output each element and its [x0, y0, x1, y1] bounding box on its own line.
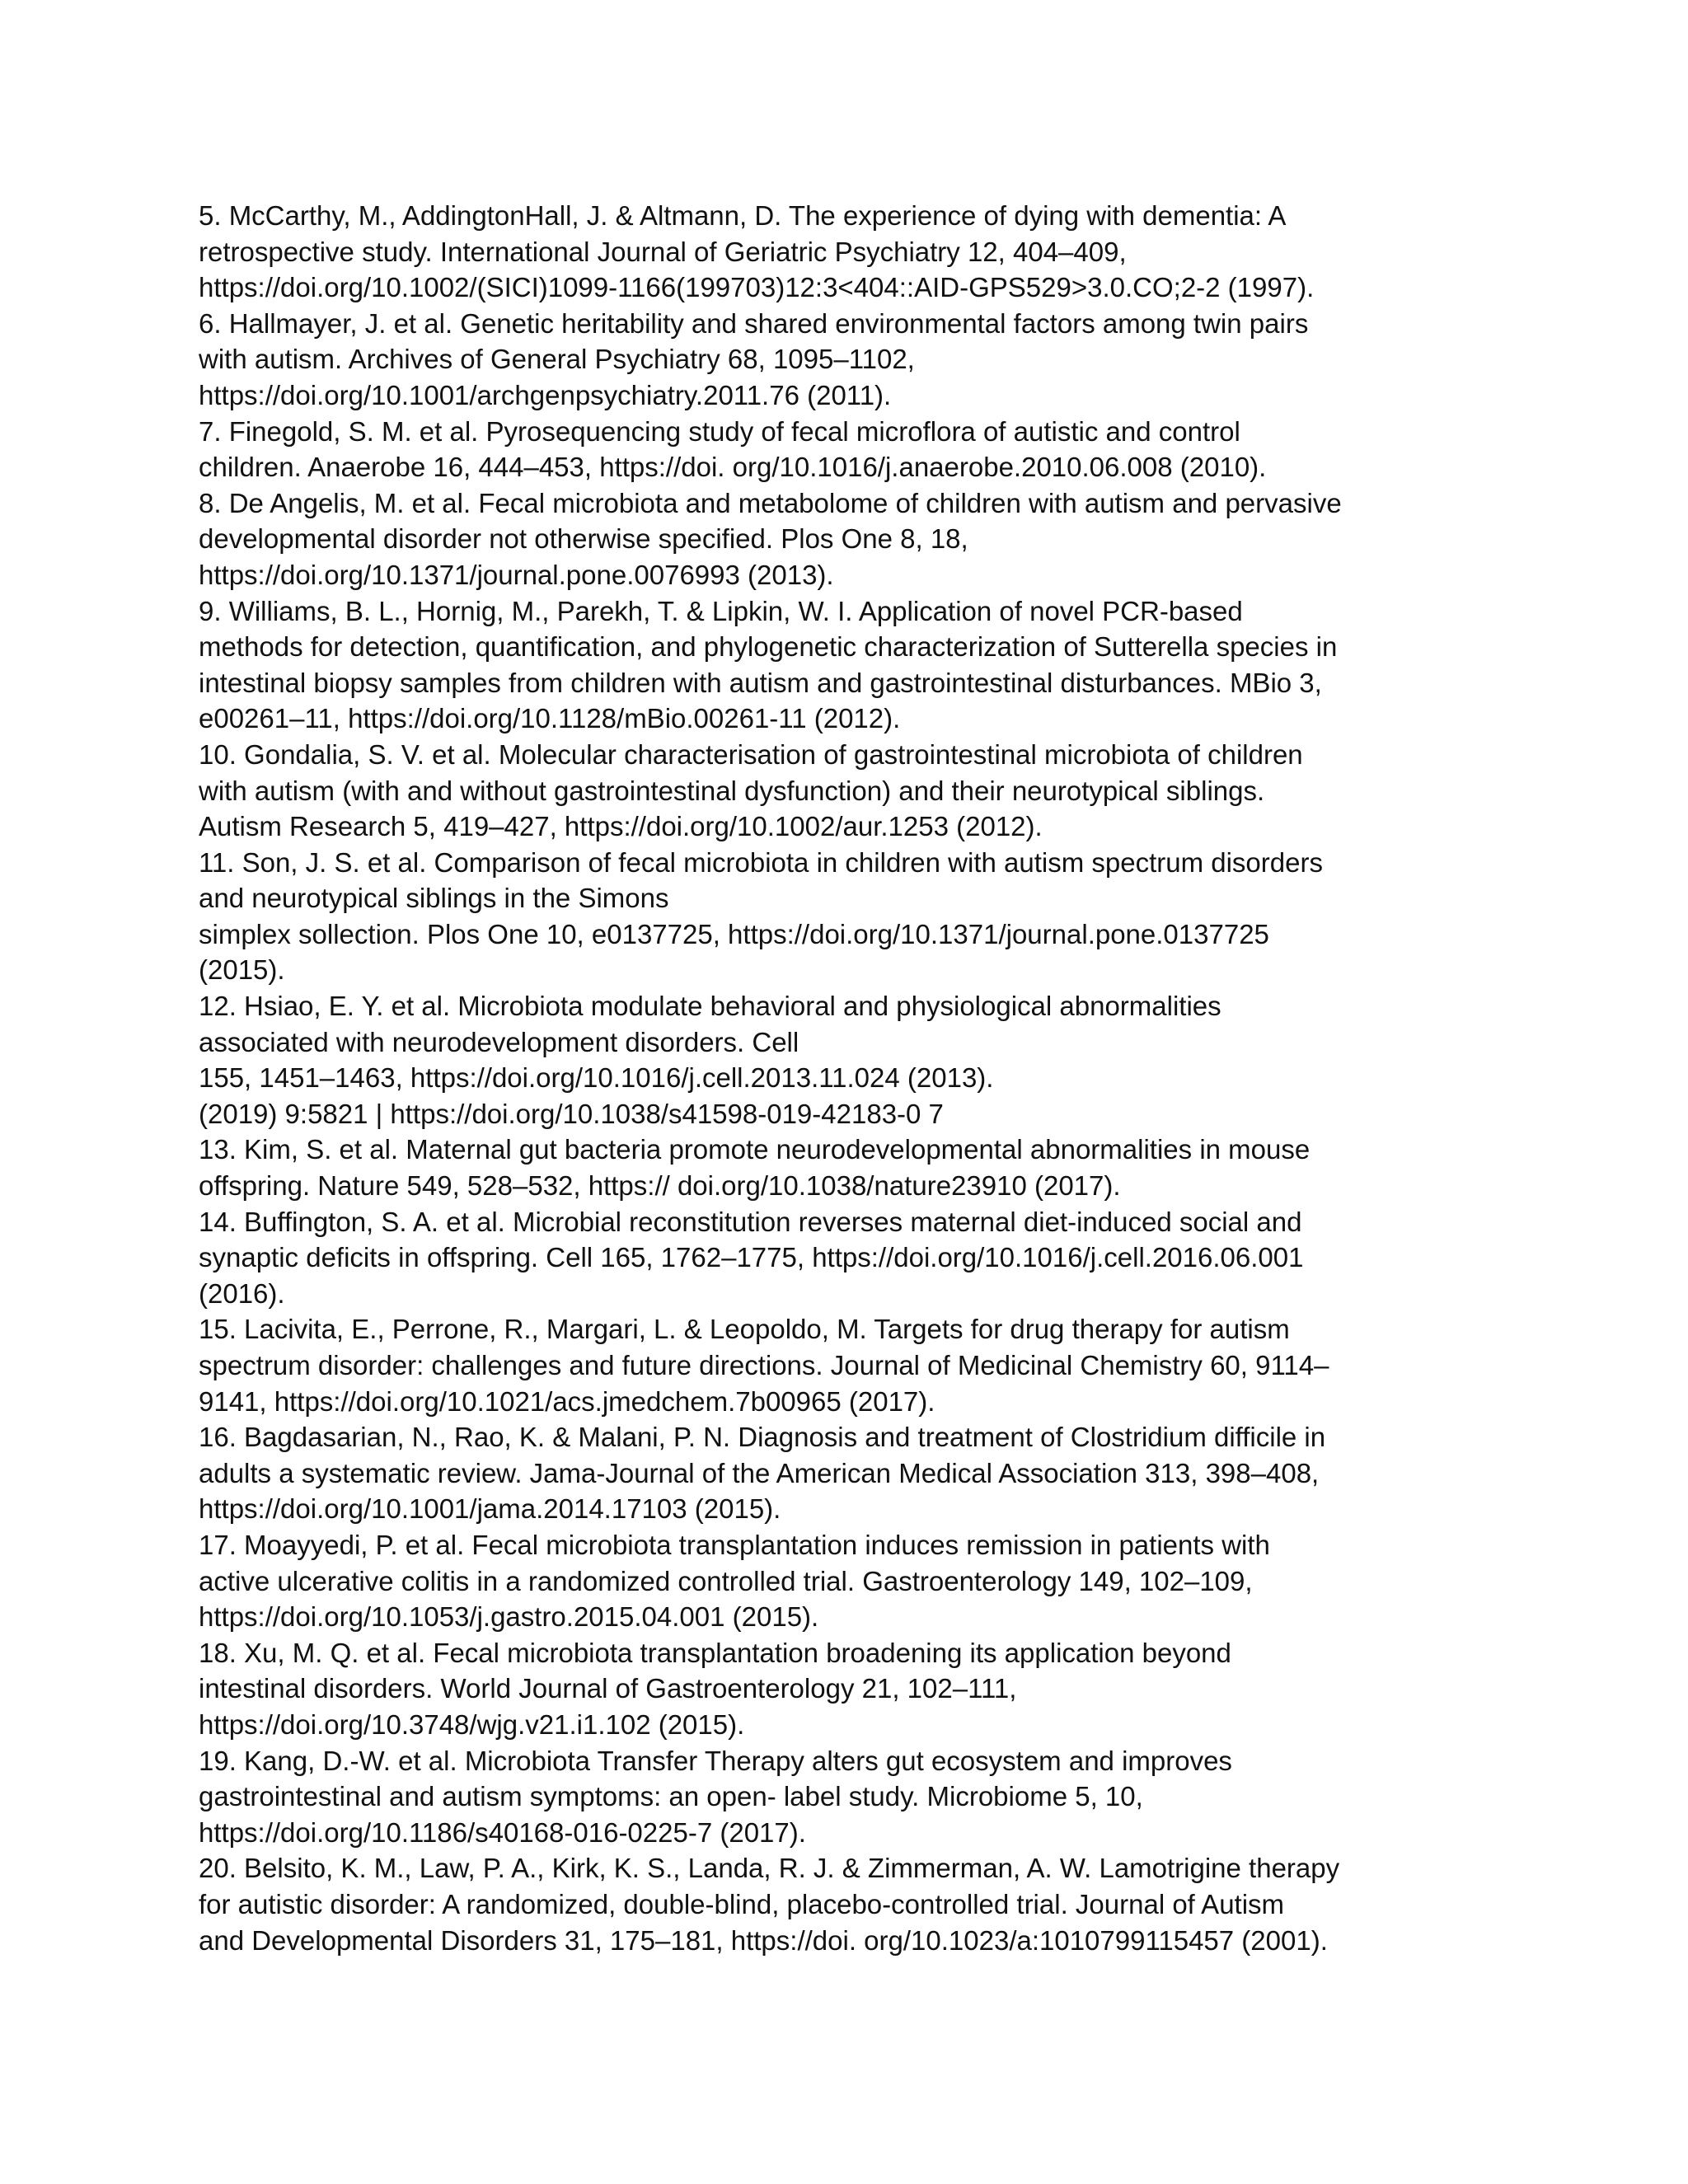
- reference-line: 16. Bagdasarian, N., Rao, K. & Malani, P. N. Diagnosis and treatment of Clostridium difficile in: [199, 1422, 1326, 1453]
- reference-entry: [199, 1311, 1517, 1419]
- reference-line: offspring. Nature 549, 528–532, https:// doi.org/10.1038/nature23910 (2017).: [199, 1170, 1121, 1202]
- reference-entry: [199, 485, 1517, 593]
- reference-line: and neurotypical siblings in the Simons: [199, 883, 669, 914]
- reference-line: https://doi.org/10.3748/wjg.v21.i1.102 (2015).: [199, 1708, 745, 1740]
- reference-line: (2019) 9:5821 | https://doi.org/10.1038/s41598-019-42183-0 7: [199, 1098, 944, 1129]
- reference-entry: [199, 988, 1517, 1132]
- reference-line: synaptic deficits in offspring. Cell 165, 1762–1775, https://doi.org/10.1016/j.cell.2016.06.001: [199, 1242, 1304, 1273]
- reference-entry: [199, 737, 1517, 845]
- reference-entry: [199, 1850, 1517, 1958]
- reference-line: gastrointestinal and autism symptoms: an open- label study. Microbiome 5, 10,: [199, 1781, 1143, 1812]
- reference-line: 11. Son, J. S. et al. Comparison of fecal microbiota in children with autism spectrum disorders: [199, 846, 1323, 878]
- reference-line: 6. Hallmayer, J. et al. Genetic heritability and shared environmental factors among twin pairs: [199, 307, 1309, 339]
- reference-entry: [199, 1527, 1517, 1635]
- reference-line: https://doi.org/10.1371/journal.pone.0076993 (2013).: [199, 559, 834, 590]
- reference-line: with autism. Archives of General Psychiatry 68, 1095–1102,: [199, 344, 915, 375]
- reference-line: 18. Xu, M. Q. et al. Fecal microbiota transplantation broadening its application beyond: [199, 1637, 1231, 1668]
- reference-line: simplex sollection. Plos One 10, e0137725, https://doi.org/10.1371/journal.pone.0137725: [199, 918, 1269, 949]
- reference-line: and Developmental Disorders 31, 175–181, https://doi. org/10.1023/a:1010799115457 (2001).: [199, 1924, 1328, 1956]
- reference-line: 14. Buffington, S. A. et al. Microbial reconstitution reverses maternal diet-induced social and: [199, 1206, 1302, 1237]
- reference-line: https://doi.org/10.1002/(SICI)1099-1166(199703)12:3<404::AID-GPS529>3.0.CO;2-2 (1997).: [199, 272, 1315, 303]
- reference-line: spectrum disorder: challenges and future directions. Journal of Medicinal Chemistry 60, 9114–: [199, 1350, 1329, 1380]
- reference-line: 9141, https://doi.org/10.1021/acs.jmedchem.7b00965 (2017).: [199, 1385, 935, 1417]
- reference-line: associated with neurodevelopment disorders. Cell: [199, 1026, 799, 1057]
- reference-line: adults a systematic review. Jama-Journal of the American Medical Association 313, 398–408,: [199, 1457, 1320, 1488]
- reference-line: 9. Williams, B. L., Hornig, M., Parekh, T. & Lipkin, W. I. Application of novel PCR-based: [199, 595, 1243, 626]
- reference-entry: [199, 198, 1517, 306]
- reference-line: 17. Moayyedi, P. et al. Fecal microbiota transplantation induces remission in patients with: [199, 1529, 1270, 1560]
- reference-line: developmental disorder not otherwise specified. Plos One 8, 18,: [199, 523, 968, 555]
- reference-line: 19. Kang, D.-W. et al. Microbiota Transfer Therapy alters gut ecosystem and improves: [199, 1745, 1232, 1776]
- reference-line: with autism (with and without gastrointestinal dysfunction) and their neurotypical siblings.: [199, 775, 1265, 806]
- reference-line: https://doi.org/10.1001/archgenpsychiatry.2011.76 (2011).: [199, 379, 892, 410]
- reference-line: 12. Hsiao, E. Y. et al. Microbiota modulate behavioral and physiological abnormalities: [199, 991, 1221, 1022]
- reference-line: e00261–11, https://doi.org/10.1128/mBio.00261-11 (2012).: [199, 703, 901, 734]
- reference-line: https://doi.org/10.1001/jama.2014.17103 (2015).: [199, 1493, 781, 1525]
- reference-entry: [199, 414, 1517, 485]
- reference-line: 15. Lacivita, E., Perrone, R., Margari, L. & Leopoldo, M. Targets for drug therapy for autism: [199, 1314, 1290, 1345]
- reference-line: 7. Finegold, S. M. et al. Pyrosequencing study of fecal microflora of autistic and control: [199, 415, 1240, 447]
- reference-line: children. Anaerobe 16, 444–453, https://doi. org/10.1016/j.anaerobe.2010.06.008 (2010).: [199, 452, 1267, 483]
- reference-line: 5. McCarthy, M., AddingtonHall, J. & Altmann, D. The experience of dying with dementia: A: [199, 200, 1287, 231]
- reference-entry: [199, 593, 1517, 737]
- reference-line: 155, 1451–1463, https://doi.org/10.1016/j.cell.2013.11.024 (2013).: [199, 1062, 994, 1094]
- reference-entry: [199, 1743, 1517, 1851]
- reference-entry: [199, 1635, 1517, 1743]
- reference-line: intestinal biopsy samples from children with autism and gastrointestinal disturbances. MBio 3,: [199, 667, 1322, 698]
- reference-line: for autistic disorder: A randomized, double-blind, placebo-controlled trial. Journal of Autism: [199, 1888, 1285, 1919]
- reference-line: active ulcerative colitis in a randomized controlled trial. Gastroenterology 149, 102–109,: [199, 1565, 1253, 1596]
- reference-entry: [199, 1204, 1517, 1312]
- reference-line: Autism Research 5, 419–427, https://doi.org/10.1002/aur.1253 (2012).: [199, 811, 1043, 842]
- reference-line: (2016).: [199, 1277, 285, 1309]
- reference-line: 13. Kim, S. et al. Maternal gut bacteria promote neurodevelopmental abnormalities in mouse: [199, 1134, 1311, 1165]
- reference-line: (2015).: [199, 954, 285, 986]
- reference-line: 20. Belsito, K. M., Law, P. A., Kirk, K. S., Landa, R. J. & Zimmerman, A. W. Lamotrigine therapy: [199, 1853, 1340, 1884]
- reference-line: 10. Gondalia, S. V. et al. Molecular characterisation of gastrointestinal microbiota of children: [199, 738, 1303, 770]
- reference-line: https://doi.org/10.1053/j.gastro.2015.04.001 (2015).: [199, 1601, 819, 1633]
- reference-list: [199, 198, 1517, 1958]
- reference-line: 8. De Angelis, M. et al. Fecal microbiota and metabolome of children with autism and pervasive: [199, 487, 1342, 518]
- reference-entry: [199, 306, 1517, 414]
- reference-entry: [199, 1132, 1517, 1203]
- reference-line: methods for detection, quantification, and phylogenetic characterization of Sutterella species in: [199, 631, 1338, 663]
- reference-entry: [199, 1419, 1517, 1527]
- reference-line: https://doi.org/10.1186/s40168-016-0225-7 (2017).: [199, 1816, 806, 1848]
- reference-line: retrospective study. International Journal of Geriatric Psychiatry 12, 404–409,: [199, 236, 1127, 267]
- reference-entry: [199, 845, 1517, 988]
- reference-line: intestinal disorders. World Journal of Gastroenterology 21, 102–111,: [199, 1673, 1017, 1704]
